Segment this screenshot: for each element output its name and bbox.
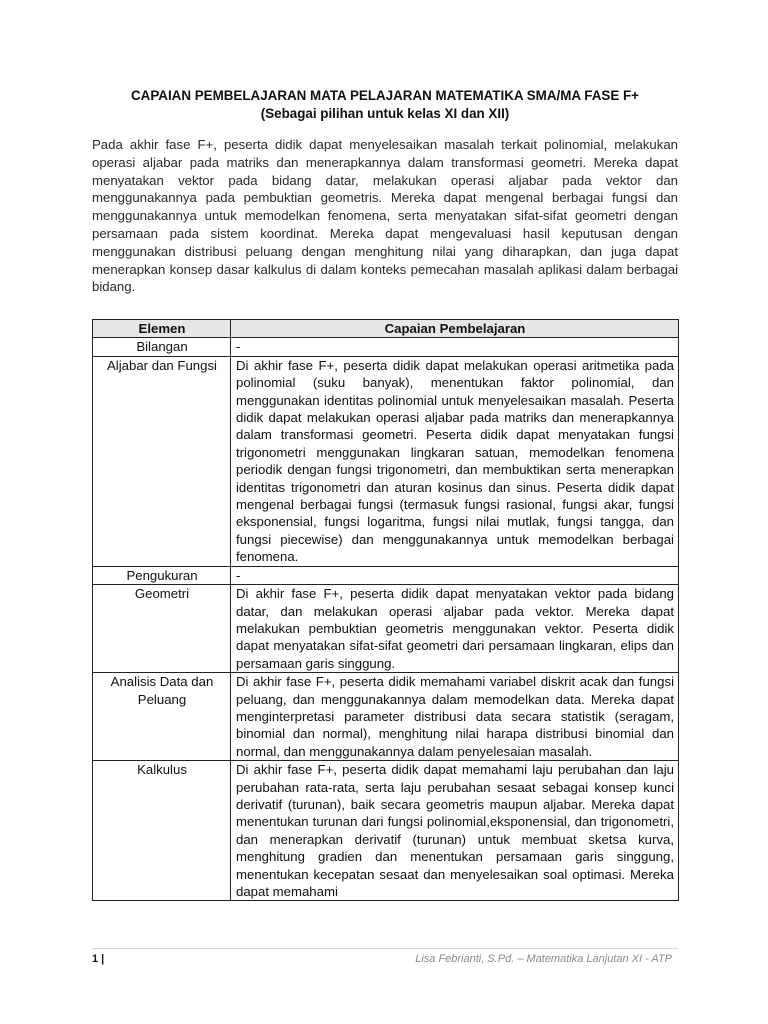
document-subtitle: (Sebagai pilihan untuk kelas XI dan XII): [260, 106, 510, 121]
table-row: [93, 566, 679, 584]
row-elemen: Analisis Data dan Peluang: [93, 673, 231, 761]
header-elemen: Elemen: [93, 320, 231, 338]
row-capaian: Di akhir fase F+, peserta didik dapat menyatakan vektor pada bidang datar, dan melakukan operasi aljabar pada vektor. Mereka dapat melakukan pembuktian geometris menggunakan vektor. Peserta didik dapat menyatakan sifat-sifat geometri dari persamaan lingkaran, elips dan persamaan garis singgung.: [231, 585, 679, 673]
page-number: 1 |: [92, 953, 105, 965]
table-row: [93, 338, 679, 356]
intro-paragraph: Pada akhir fase F+, peserta didik dapat menyelesaikan masalah terkait polinomial, melakukan operasi aljabar pada matriks dan menerapkannya dalam transformasi geometri. Mereka dapat menyatakan vektor pada bidang datar, melakukan operasi aljabar pada vektor dan menggunakannya pada pembuktian geometris. Mereka dapat mengenal berbagai fungsi dan menggunakannya untuk memodelkan fenomena, serta menyatakan sifat-sifat geometri dengan persamaan pada sistem koordinat. Mereka dapat mengevaluasi hasil keputusan dengan menggunakan distribusi peluang dengan menghitung nilai yang diharapkan, dan juga dapat menerapkan konsep dasar kalkulus di dalam konteks pemecahan masalah aplikasi dalam berbagai bidang.: [92, 137, 678, 295]
row-capaian: -: [231, 338, 679, 356]
table-row: [93, 585, 679, 673]
row-elemen: Kalkulus: [93, 761, 231, 901]
capaian-table: [92, 319, 679, 901]
document-title: CAPAIAN PEMBELAJARAN MATA PELAJARAN MATEMATIKA SMA/MA FASE F+: [131, 88, 639, 103]
table-row: [93, 673, 679, 761]
row-capaian: Di akhir fase F+, peserta didik memahami variabel diskrit acak dan fungsi peluang, dan menggunakannya dalam memodelkan data. Mereka dapat menginterpretasi parameter distribusi data secara statistik (seragam, binomial dan normal), menghitung nilai harapa distribusi binomial dan normal, dan menggunakannya dalam penyelesaian masalah.: [231, 673, 679, 761]
table-row: [93, 761, 679, 901]
row-elemen: Aljabar dan Fungsi: [93, 356, 231, 566]
table-header-row: [93, 320, 679, 338]
table-row: [93, 356, 679, 566]
footer-divider: [92, 948, 678, 949]
row-elemen: Bilangan: [93, 338, 231, 356]
footer-author-course: Lisa Febrianti, S.Pd. – Matematika Lanjutan XI - ATP: [415, 953, 672, 965]
row-capaian: Di akhir fase F+, peserta didik dapat melakukan operasi aritmetika pada polinomial (suku banyak), menentukan faktor polinomial, dan menggunakan identitas polinomial untuk menyelesaikan masalah. Peserta didik dapat melakukan operasi aljabar pada matriks dan menerapkannya dalam transformasi geometri. Peserta didik dapat menyatakan fungsi trigonometri menggunakan lingkaran satuan, memodelkan fenomena periodik dengan fungsi trigonometri, dan membuktikan serta menerapkan identitas trigonometri dan aturan kosinus dan sinus. Peserta didik dapat mengenal berbagai fungsi (termasuk fungsi rasional, fungsi akar, fungsi eksponensial, fungsi logaritma, fungsi nilai mutlak, fungsi tangga, dan fungsi piecewise) dan menggunakannya untuk memodelkan berbagai fenomena.: [231, 356, 679, 566]
row-capaian: Di akhir fase F+, peserta didik dapat memahami laju perubahan dan laju perubahan rata-rata, serta laju perubahan sesaat sebagai konsep kunci derivatif (turunan), baik secara geometris maupun aljabar. Mereka dapat menentukan turunan dari fungsi polinomial,eksponensial, dan trigonometri, dan menerapkan derivatif (turunan) untuk membuat sketsa kurva, menghitung gradien dan menentukan persamaan garis singgung, menentukan kecepatan sesaat dan menyelesaikan soal optimasi. Mereka dapat memahami: [231, 761, 679, 901]
header-capaian: Capaian Pembelajaran: [231, 320, 679, 338]
row-elemen: Geometri: [93, 585, 231, 673]
row-capaian: -: [231, 566, 679, 584]
row-elemen: Pengukuran: [93, 566, 231, 584]
